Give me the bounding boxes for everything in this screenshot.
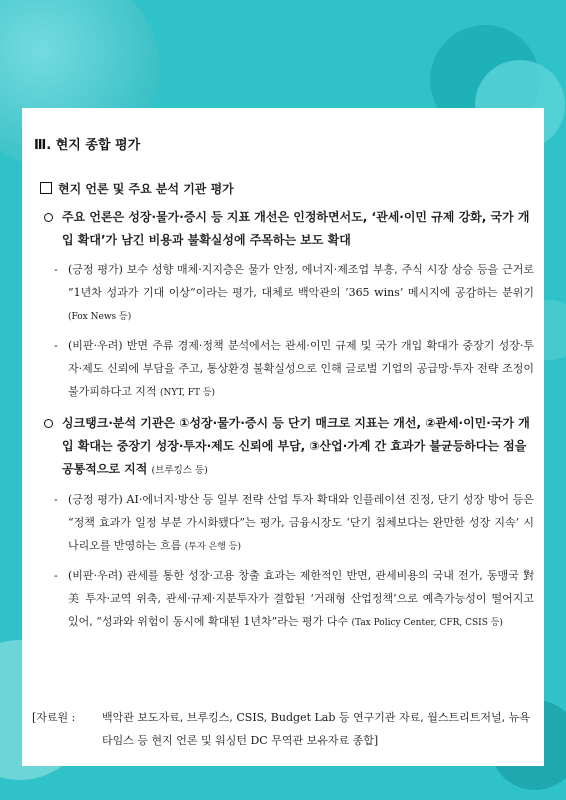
square-checkbox-icon xyxy=(40,182,52,194)
dash-item-2-body: (비판·우려) 반면 주류 경제·정책 분석에서는 관세·이민 규제 및 국가 개입 확대가 중장기 성장·투자·제도 신뢰에 부담을 주고, 통상환경 불확실성으로 인해 글로벌 기업의 공급망·투자 전략 조정이 불가피하다고 지적 xyxy=(68,339,534,398)
dash-mark: - xyxy=(54,339,58,352)
dash-item-4-source: (Tax Policy Center, CFR, CSIS 등) xyxy=(351,618,503,628)
bullet-point-2 xyxy=(44,412,534,482)
content-panel xyxy=(22,108,544,766)
bullet-point-2-body: 싱크탱크·분석 기관은 ①성장·물가·증시 등 단기 매크로 지표는 개선, ②관세·이민·국가 개입 확대는 중장기 성장·투자·제도 신뢰에 부담, ③산업·가계 간 효과가 불균등하다는 점을 공통적으로 지적 xyxy=(62,416,530,476)
dash-mark: - xyxy=(54,493,58,506)
dash-item-1-source: (Fox News 등) xyxy=(68,312,132,322)
bullet-point-2-text xyxy=(62,412,534,482)
section-title: Ⅲ. 현지 종합 평가 xyxy=(34,138,141,153)
circle-bullet-icon xyxy=(44,213,53,222)
dash-item-2-text xyxy=(68,334,534,405)
dash-item-1-body: (긍정 평가) 보수 성향 매체·지지층은 물가 안정, 에너지·제조업 부흥, 주식 시장 상승 등을 근거로 ”1년차 성과가 기대 이상“이라는 평가, 대체로 백악관의 ’365 wins’ 메시지에 공감하는 분위기 xyxy=(68,263,534,299)
bullet-point-2-source: (브루킹스 등) xyxy=(151,465,208,476)
dash-item-3-source: (투자 은행 등) xyxy=(184,542,241,552)
dash-item-4-text xyxy=(68,564,534,635)
dash-item-4-body: (비판·우려) 관세를 통한 성장·고용 창출 효과는 제한적인 반면, 관세비용의 국내 전가, 동맹국 對美 투자·교역 위축, 관세·규제·지분투자가 결합된 ‘거래형 산업정책’으로 예측가능성이 떨어지고 있어, “성과와 위험이 동시에 확대된 1년차”라는 평가 다수 xyxy=(68,569,534,628)
dash-mark: - xyxy=(54,569,58,582)
dash-item-2 xyxy=(54,334,534,405)
dash-item-3-text xyxy=(68,488,534,559)
dash-item-1 xyxy=(54,258,534,329)
circle-bullet-icon xyxy=(44,419,53,428)
dash-item-3 xyxy=(54,488,534,559)
dash-item-1-text xyxy=(68,258,534,329)
source-note xyxy=(32,706,540,752)
dash-item-4 xyxy=(54,564,534,635)
source-note-text: 백악관 보도자료, 브루킹스, CSIS, Budget Lab 등 연구기관 자료, 월스트리트저널, 뉴욕타임스 등 현지 언론 및 워싱턴 DC 무역관 보유자료 종합] xyxy=(102,711,530,747)
source-note-label: [자료원 : xyxy=(32,711,76,724)
subsection-title-text: 현지 언론 및 주요 분석 기관 평가 xyxy=(58,182,234,196)
dash-mark: - xyxy=(54,263,58,276)
bullet-point-1-text: 주요 언론은 성장·물가·증시 등 지표 개선은 인정하면서도, ‘관세·이민 규제 강화, 국가 개입 확대’가 남긴 비용과 불확실성에 주목하는 보도 확대 xyxy=(62,210,530,247)
subsection-title xyxy=(40,180,234,197)
dash-item-2-source: (NYT, FT 등) xyxy=(160,388,216,398)
bullet-point-1 xyxy=(44,206,534,252)
dash-item-3-body: (긍정 평가) AI·에너지·방산 등 일부 전략 산업 투자 확대와 인플레이션 진정, 단기 성장 방어 등은 “정책 효과가 일정 부분 가시화됐다”는 평가, 금융시장도 ‘단기 침체보다는 완만한 성장 지속’ 시나리오를 반영하는 흐름 xyxy=(68,493,534,552)
